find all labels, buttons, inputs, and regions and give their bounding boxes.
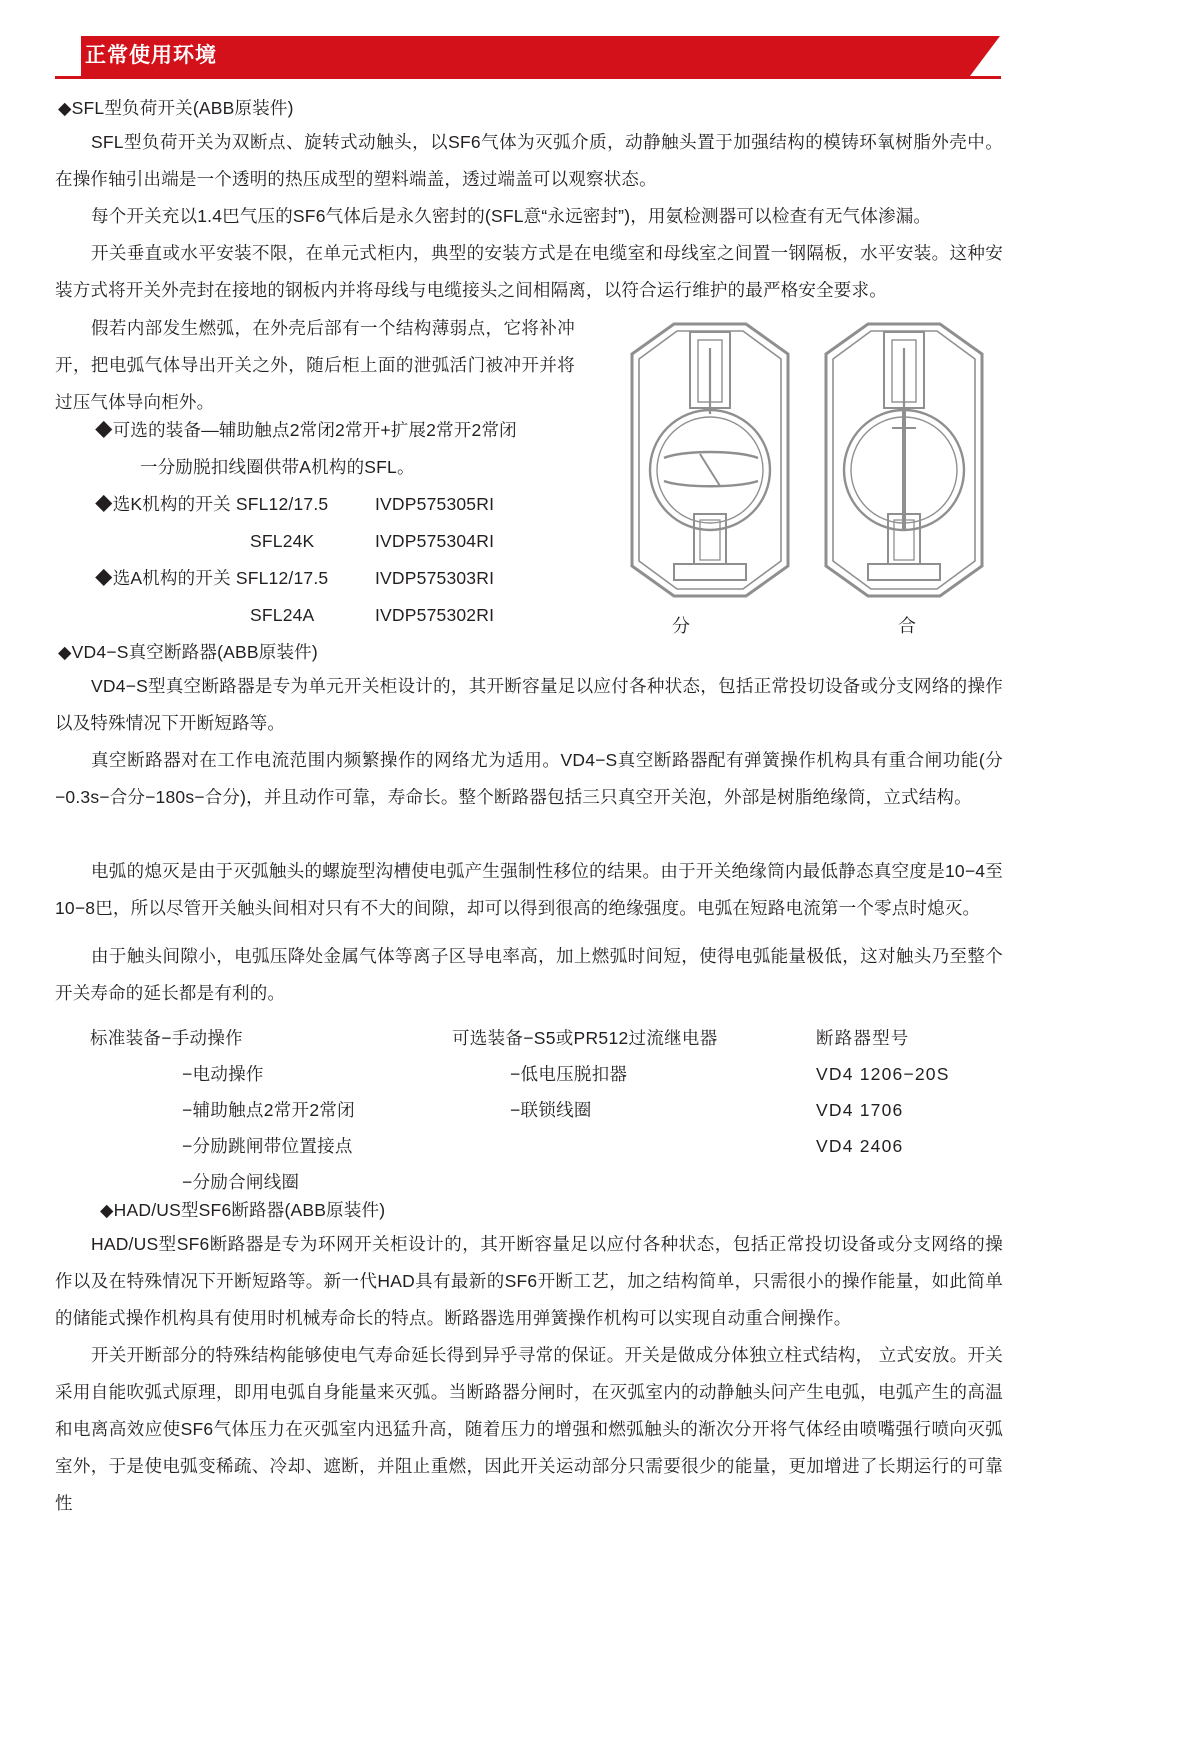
- figure-caption-closed: 合: [898, 616, 916, 636]
- sfl-paragraph-3-text: 开关垂直或水平安装不限，在单元式柜内，典型的安装方式是在电缆室和母线室之间置一钢隔板，水平安装。这种安装方式将开关外壳封在接地的钢板内并将母线与电缆接头之间相隔离，以符合运行维护的最严格安全要求。: [55, 243, 1003, 300]
- spec-row: −联锁线圈: [510, 1100, 592, 1120]
- k-mechanism-label: ◆选K机构的开关 SFL12/17.5: [95, 494, 329, 514]
- spec-row: 可选装备−S5或PR512过流继电器: [452, 1028, 718, 1048]
- vd4-paragraph-3: 电弧的熄灭是由于灭弧触头的螺旋型沟槽使电弧产生强制性移位的结果。由于开关绝缘筒内最低静态真空度是10−4至10−8巴，所以尽管开关触头间相对只有不大的间隙，却可以得到很高的绝缘强度。电弧在短路电流第一个零点时熄灭。: [55, 861, 1003, 918]
- spec-row: −辅助触点2常开2常闭: [182, 1100, 355, 1120]
- spec-row: −分励跳闸带位置接点: [182, 1136, 353, 1156]
- switch-cross-section-figure: [612, 318, 1000, 638]
- had-paragraph-2: 开关开断部分的特殊结构能够使电气寿命延长得到异乎寻常的保证。开关是做成分体独立柱式结构， 立式安放。开关采用自能吹弧式原理，即用电弧自身能量来灭弧。当断路器分闸时，在灭弧室内的动静触头问产生电弧，电弧产生的高温和电离高效应使SF6气体压力在灭弧室内迅猛升高，随着压力的增强和燃弧触头的渐次分开将气体经由喷嘴强行喷向灭弧室外，于是使电弧变稀疏、冷却、遮断，并阻止重燃，因此开关运动部分只需要很少的能量，更加增进了长期运行的可靠性: [55, 1345, 1003, 1513]
- spec-column-models: [816, 1020, 1036, 1164]
- had-heading: ◆HAD/US型SF6断路器(ABB原装件): [100, 1200, 386, 1220]
- option-line-2: 一分励脱扣线圈供带A机构的SFL。: [140, 457, 415, 477]
- figure-caption-open: 分: [672, 616, 690, 636]
- section-header-banner: [55, 36, 1000, 76]
- vd4-heading: ◆VD4−S真空断路器(ABB原装件): [58, 642, 318, 662]
- a24-label: SFL24A: [250, 605, 315, 625]
- k-mechanism-code: IVDP575305RI: [375, 494, 495, 514]
- k24-label: SFL24K: [250, 531, 315, 551]
- spec-row: 标准装备−手动操作: [90, 1028, 243, 1048]
- spec-row: VD4 1206−20S: [816, 1064, 950, 1084]
- spec-row: VD4 1706: [816, 1100, 904, 1120]
- header-underline: [55, 76, 1001, 79]
- option-line-1: ◆可选的装备—辅助触点2常闭2常开+扩展2常开2常闭: [95, 420, 517, 440]
- vd4-paragraph-1: VD4−S型真空断路器是专为单元开关柜设计的，其开断容量足以应付各种状态，包括正常投切设备或分支网络的操作以及特殊情况下开断短路等。: [55, 676, 1003, 733]
- header-white-notch: [55, 36, 81, 76]
- k24-code: IVDP575304RI: [375, 531, 495, 551]
- a-mechanism-code: IVDP575303RI: [375, 568, 495, 588]
- vd4-paragraph-2: 真空断路器对在工作电流范围内频繁操作的网络尤为适用。VD4−S真空断路器配有弹簧操作机构具有重合闸功能(分−0.3s−合分−180s−合分)，并且动作可靠，寿命长。整个断路器包括三只真空开关泡，外部是树脂绝缘筒，立式结构。: [55, 750, 1003, 807]
- a24-code: IVDP575302RI: [375, 605, 495, 625]
- switch-closed-unit: [826, 324, 982, 596]
- sfl-paragraph-1: SFL型负荷开关为双断点、旋转式动触头，以SF6气体为灭弧介质，动静触头置于加强结构的模铸环氧树脂外壳中。在操作轴引出端是一个透明的热压成型的塑料端盖，透过端盖可以观察状态。: [55, 132, 1003, 189]
- spec-row: −低电压脱扣器: [510, 1064, 628, 1084]
- spec-row: −电动操作: [182, 1064, 264, 1084]
- sfl-paragraph-2: 每个开关充以1.4巴气压的SF6气体后是永久密封的(SFL意“永远密封”)，用氨检测器可以检查有无气体渗漏。: [91, 206, 932, 226]
- switch-diagram-svg: [612, 318, 1000, 638]
- sfl-heading: ◆SFL型负荷开关(ABB原装件): [58, 98, 294, 118]
- spec-row: −分励合闸线圈: [182, 1172, 300, 1192]
- sfl-paragraph-3: [55, 235, 1003, 309]
- spec-row: VD4 2406: [816, 1136, 904, 1156]
- switch-open-unit: [632, 324, 788, 596]
- had-paragraph-1: HAD/US型SF6断路器是专为环网开关柜设计的，其开断容量足以应付各种状态，包括正常投切设备或分支网络的操作以及在特殊情况下开断短路等。新一代HAD具有最新的SF6开断工艺，加之结构简单，只需很小的操作能量，如此简单的储能式操作机构具有使用时机械寿命长的特点。断路器选用弹簧操作机构可以实现自动重合闸操作。: [55, 1234, 1003, 1328]
- spec-column-optional: [452, 1020, 792, 1128]
- page-title: 正常使用环境: [85, 44, 217, 67]
- vd4-paragraph-4: 由于触头间隙小，电弧压降处金属气体等离子区导电率高，加上燃弧时间短，使得电弧能量极低，这对触头乃至整个开关寿命的延长都是有利的。: [55, 946, 1003, 1003]
- spec-column-standard: [90, 1020, 420, 1200]
- sfl-paragraph-4: 假若内部发生燃弧，在外壳后部有一个结构薄弱点，它将补冲开，把电弧气体导出开关之外，随后柜上面的泄弧活门被冲开并将过压气体导向柜外。: [55, 318, 575, 412]
- a-mechanism-label: ◆选A机构的开关 SFL12/17.5: [95, 568, 329, 588]
- spec-row: 断路器型号: [816, 1028, 910, 1048]
